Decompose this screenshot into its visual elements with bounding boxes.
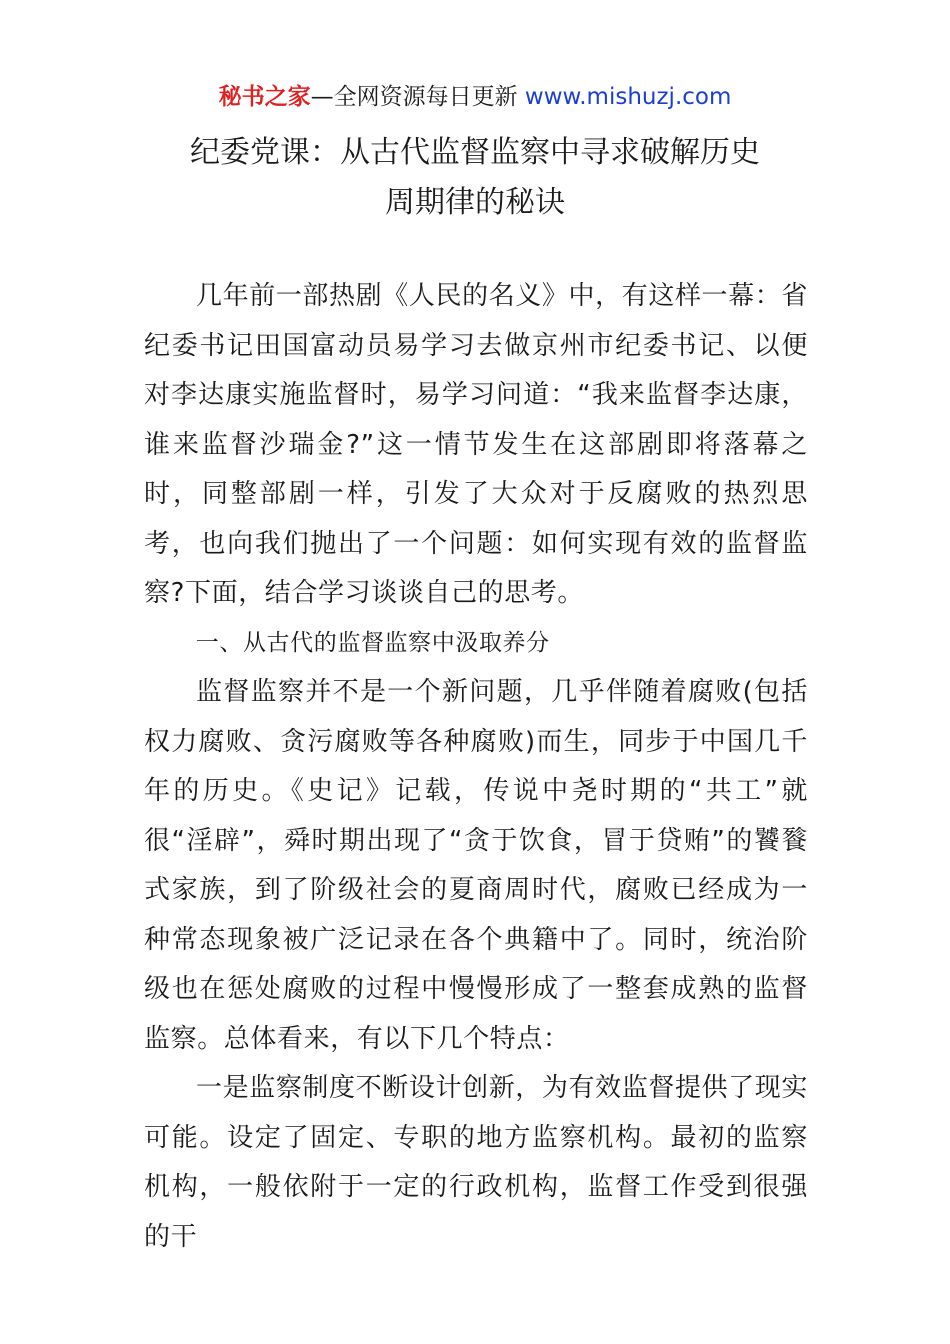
site-url-link[interactable]: www.mishuzj.com (524, 84, 732, 110)
header-tagline: —全网资源每日更新 (310, 84, 525, 110)
document-title (0, 128, 950, 228)
paragraph-history: 监督监察并不是一个新问题，几乎伴随着腐败(包括权力腐败、贪污腐败等各种腐败)而生，同步于中国几千年的历史。《史记》记载，传说中尧时期的“共工”就很“淫辟”，舜时期出现了“贪于饮食，冒于贷贿”的饕餮式家族，到了阶级社会的夏商周时代，腐败已经成为一种常态现象被广泛记录在各个典籍中了。同时，统治阶级也在惩处腐败的过程中慢慢形成了一整套成熟的监督监察。总体看来，有以下几个特点： (144, 677, 808, 1054)
title-line-1: 纪委党课：从古代监督监察中寻求破解历史 (190, 135, 760, 170)
section-heading-1: 一、从古代的监督监察中汲取养分 (195, 629, 550, 656)
site-header (0, 82, 950, 112)
brand-name: 秘书之家 (218, 84, 311, 110)
paragraph-feature-1: 一是监察制度不断设计创新，为有效监督提供了现实可能。设定了固定、专职的地方监察机构。最初的监察机构，一般依附于一定的行政机构，监督工作受到很强的干 (144, 1073, 808, 1252)
document-body (144, 272, 808, 1262)
paragraph-intro: 几年前一部热剧《人民的名义》中，有这样一幕：省纪委书记田国富动员易学习去做京州市纪委书记、以便对李达康实施监督时，易学习问道：“我来监督李达康，谁来监督沙瑞金?”这一情节发生在这部剧即将落幕之时，同整部剧一样，引发了大众对于反腐败的热烈思考，也向我们抛出了一个问题：如何实现有效的监督监察?下面，结合学习谈谈自己的思考。 (144, 281, 808, 608)
title-line-2: 周期律的秘诀 (385, 185, 565, 220)
